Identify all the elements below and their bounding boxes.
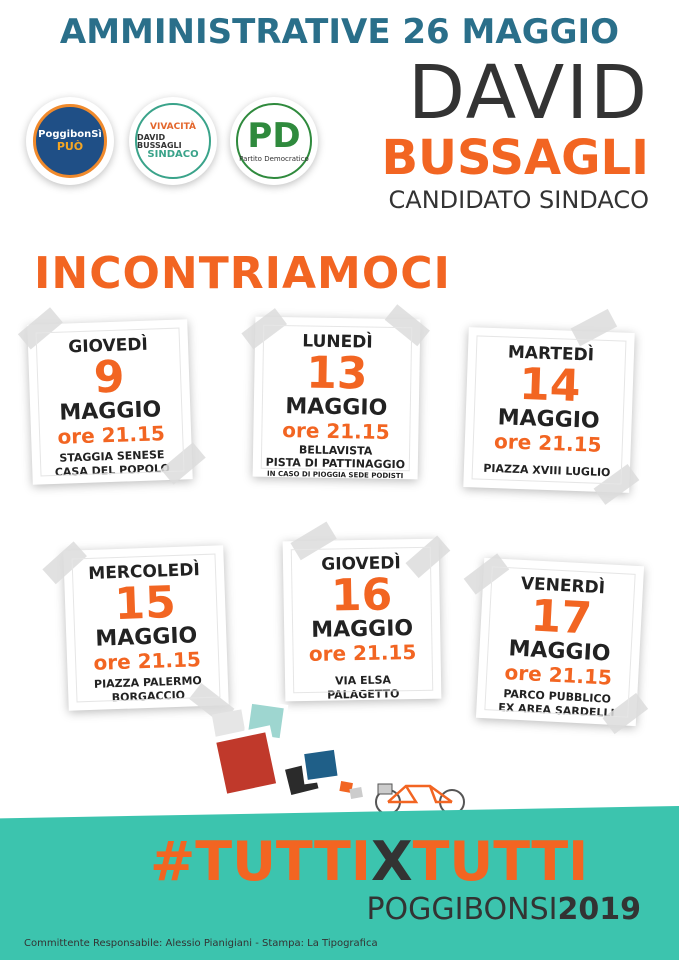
event-place-line-2: CASA DEL POPOLO: [54, 462, 171, 480]
event-day: MARTEDÌ: [507, 342, 595, 366]
tape-decoration: [571, 309, 617, 346]
event-month: MAGGIO: [310, 616, 414, 643]
event-time: ore 21.15: [282, 418, 390, 445]
tandem-bike-icon: [372, 776, 468, 816]
poggibonsi-si-puo-logo: [26, 97, 114, 185]
event-month: MAGGIO: [58, 397, 162, 426]
event-date: 9: [92, 351, 126, 404]
event-day: GIOVEDÌ: [321, 553, 401, 575]
event-date: 15: [113, 576, 177, 631]
city-year: [366, 892, 641, 927]
slogan-x: X: [370, 830, 413, 893]
header-title: AMMINISTRATIVE 26 MAGGIO: [59, 12, 620, 52]
event-card: [463, 327, 634, 493]
event-time: ore 21.15: [493, 429, 602, 458]
footer-credits: Committente Responsabile: Alessio Pianigiani - Stampa: La Tipografica: [24, 938, 378, 949]
candidate-role: CANDIDATO SINDACO: [388, 186, 649, 214]
slogan-part-2: TUTTI: [412, 830, 589, 893]
tape-decoration: [161, 442, 206, 484]
pd-logo-mark: PD: [247, 116, 301, 156]
event-card: [253, 317, 421, 480]
logo-text-3: SINDACO: [147, 148, 199, 160]
event-card: [476, 558, 644, 726]
slogan-hashtag: [150, 830, 588, 893]
logo-text-2: DAVID BUSSAGLI: [137, 132, 182, 150]
slogan-part-1: #TUTTI: [150, 830, 371, 893]
event-day: MERCOLEDÌ: [88, 560, 201, 584]
event-month: MAGGIO: [94, 623, 198, 652]
logo-text-1: VIVACITÀ: [150, 121, 196, 132]
event-time: ore 21.15: [93, 647, 202, 676]
event-card: [283, 539, 442, 702]
event-month: MAGGIO: [285, 394, 388, 421]
candidate-first-name: DAVID: [408, 50, 649, 136]
event-month: MAGGIO: [507, 636, 612, 667]
logo-text-2: PUÒ: [56, 140, 84, 153]
city-name: POGGIBONSI: [366, 892, 558, 927]
event-place-note: IN CASO DI PIOGGIA SEDE PODISTI: [267, 469, 404, 480]
event-day: GIOVEDÌ: [67, 334, 149, 358]
event-place-line-2: BORGACCIO: [111, 689, 186, 705]
logo-text-2: Partito Democratico: [239, 155, 309, 163]
event-place: [253, 443, 419, 481]
tape-decoration: [290, 521, 336, 560]
polaroid-photos-illustration: [208, 700, 368, 810]
event-day: LUNEDÌ: [302, 331, 373, 353]
event-place-line-1: PIAZZA PALERMO: [93, 674, 203, 692]
event-month: MAGGIO: [497, 405, 601, 434]
logo-text-1: PoggibonSì: [38, 129, 102, 140]
event-date: 13: [305, 347, 368, 400]
event-place: [464, 461, 630, 481]
candidate-last-name: BUSSAGLI: [381, 130, 649, 186]
tape-decoration: [594, 464, 640, 505]
event-time: ore 21.15: [308, 640, 417, 667]
event-card: [63, 545, 228, 710]
tape-decoration: [405, 536, 450, 579]
election-year: 2019: [557, 892, 641, 927]
event-time: ore 21.15: [504, 660, 613, 690]
event-place-line-2: PALAGETTO: [327, 687, 400, 703]
event-place-line-1: PIAZZA XVIII LUGLIO: [483, 461, 611, 480]
event-day: VENERDÌ: [520, 573, 606, 599]
event-place-line-2: PISTA DI PATTINAGGIO: [265, 456, 406, 472]
event-date: 16: [330, 569, 393, 622]
event-place-line-1: VIA ELSA: [334, 673, 392, 688]
headline: INCONTRIAMOCI: [34, 248, 451, 299]
tape-decoration: [385, 304, 430, 346]
event-place-line-1: BELLAVISTA: [298, 443, 373, 458]
event-time: ore 21.15: [57, 421, 166, 450]
event-date: 14: [518, 358, 582, 413]
event-card: [27, 319, 192, 484]
tape-decoration: [18, 307, 63, 349]
tape-decoration: [603, 693, 649, 734]
event-place-line-1: PARCO PUBBLICO: [503, 687, 612, 706]
partito-democratico-logo: [230, 97, 318, 185]
event-place-line-1: STAGGIA SENESE: [59, 448, 165, 465]
event-date: 17: [529, 590, 594, 645]
vivacita-logo: [129, 97, 217, 185]
candidate-block: [381, 50, 649, 214]
event-place-line-2: EX AREA SARDELLI: [497, 701, 615, 721]
tape-decoration: [241, 308, 287, 349]
